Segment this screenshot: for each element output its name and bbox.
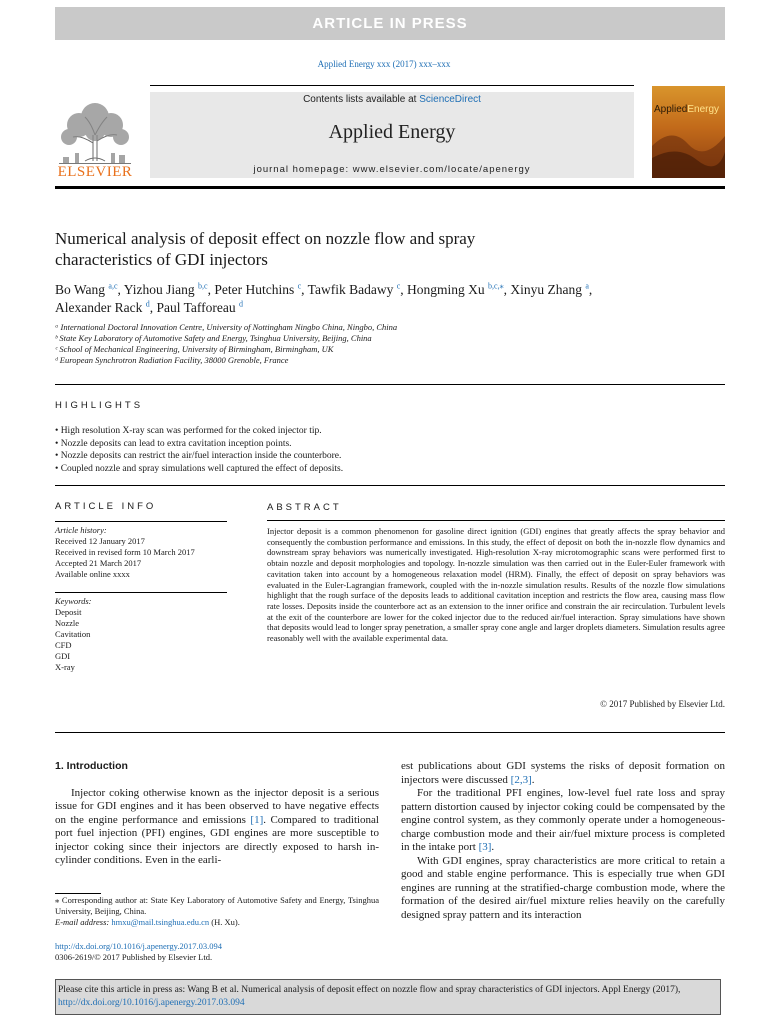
highlights-top-rule xyxy=(55,384,725,385)
highlight-item: • Nozzle deposits can restrict the air/fuel interaction inside the counterbore. xyxy=(55,451,342,461)
doi-block xyxy=(55,941,379,963)
reference-link[interactable]: [3] xyxy=(478,841,492,853)
corresponding-author-footnote xyxy=(55,895,379,928)
abstract-rule xyxy=(267,520,725,521)
article-in-press-banner: ARTICLE IN PRESS xyxy=(55,7,725,40)
sciencedirect-link[interactable]: ScienceDirect xyxy=(419,94,481,105)
history-line: Received 12 January 2017 xyxy=(55,536,145,546)
author-sep: , xyxy=(149,300,157,315)
highlight-item: • High resolution X-ray scan was performed for the coked injector tip. xyxy=(55,426,322,436)
author-sep: , xyxy=(503,282,511,297)
highlights-heading: HIGHLIGHTS xyxy=(55,400,144,411)
author-sep: , xyxy=(400,282,408,297)
highlights-bottom-rule xyxy=(55,485,725,486)
keywords xyxy=(55,596,227,673)
footnote-corresponding: ⁎ Corresponding author at: State Key Laboratory of Automotive Safety and Energy, Tsinghua University, Beijing, China. xyxy=(55,895,379,916)
author-name[interactable]: Peter Hutchins xyxy=(214,282,295,297)
doi-link[interactable]: http://dx.doi.org/10.1016/j.apenergy.2017.03.094 xyxy=(55,941,222,951)
footnote-email-line xyxy=(55,917,379,928)
article-info-heading: ARTICLE INFO xyxy=(55,501,157,512)
author-affiliation-sup[interactable]: d xyxy=(239,299,243,309)
history-line: Accepted 21 March 2017 xyxy=(55,558,142,568)
author-affiliation-sup[interactable]: c xyxy=(297,281,302,291)
keywords-rule xyxy=(55,592,227,593)
highlights-list xyxy=(55,425,695,475)
author-name[interactable]: Xinyu Zhang xyxy=(510,282,582,297)
cover-title-b: Energy xyxy=(687,104,720,115)
keyword-item: Deposit xyxy=(55,607,82,617)
reference-link[interactable]: [1] xyxy=(250,813,264,826)
contents-line xyxy=(150,94,634,105)
cite-this-article-box xyxy=(55,979,721,1015)
section-heading-introduction: 1. Introduction xyxy=(55,760,128,772)
keyword-item: CFD xyxy=(55,640,72,650)
keyword-item: X-ray xyxy=(55,662,75,672)
affiliation-d: ᵈ European Synchrotron Radiation Facility, 38000 Grenoble, France xyxy=(55,355,289,365)
header-top-rule xyxy=(150,85,634,86)
author-sep: , xyxy=(301,282,308,297)
journal-cover-image xyxy=(652,86,725,178)
article-title xyxy=(55,228,655,270)
keywords-label: Keywords: xyxy=(55,596,92,606)
text-run: For the traditional PFI engines, low-level fuel rate loss and spray pattern distortion caused by injector coking could be compensated by the engine control system, as they commonly operate under a homogeneous-charge combustion mode and their air/fuel mixture process is completed in the intake port xyxy=(401,787,725,853)
reference-link[interactable]: [2,3] xyxy=(510,773,532,786)
article-info-rule xyxy=(55,521,227,522)
body-column-right xyxy=(401,760,725,922)
abstract-heading: ABSTRACT xyxy=(267,502,342,513)
cover-title-a: Applied xyxy=(654,104,688,115)
article-history-label: Article history: xyxy=(55,525,107,535)
text-run: . xyxy=(491,841,495,853)
intro-paragraph-3: With GDI engines, spray characteristics are more critical to retain a good and stable engine performance. This is especially true when GDI engines are running at the stratified-charge combustion mode, where the formation of the desired air/fuel mixture relies heavily on the carefully designed spray pattern and its interaction xyxy=(401,854,725,921)
body-column-left xyxy=(55,760,379,868)
email-suffix: (H. Xu). xyxy=(209,917,240,927)
history-line: Received in revised form 10 March 2017 xyxy=(55,547,195,557)
author-affiliation-sup[interactable]: d xyxy=(145,299,150,309)
author-name[interactable]: Paul Tafforeau xyxy=(156,300,236,315)
highlight-item: • Nozzle deposits can lead to extra cavitation inception points. xyxy=(55,438,292,449)
author-sep: , xyxy=(207,282,215,297)
text-run: Injector coking otherwise known as the injector deposit is a serious issue for GDI engines and it has been observed to have negative effects on the engine performance and emissions xyxy=(55,786,379,826)
affiliation-c: ᶜ School of Mechanical Engineering, University of Birmingham, Birmingham, UK xyxy=(55,344,334,354)
keyword-item: Cavitation xyxy=(55,629,91,639)
author-name[interactable]: Alexander Rack xyxy=(55,300,143,315)
elsevier-wordmark: ELSEVIER xyxy=(57,164,133,180)
author-affiliation-sup[interactable]: b,c,⁎ xyxy=(488,281,504,291)
author-name[interactable]: Hongming Xu xyxy=(407,282,485,297)
email-label: E-mail address: xyxy=(55,917,112,927)
author-affiliation-sup[interactable]: a,c xyxy=(108,281,118,291)
intro-paragraph-continued xyxy=(401,760,725,787)
intro-paragraph-2 xyxy=(401,787,725,855)
keyword-item: GDI xyxy=(55,651,71,661)
title-line-1: Numerical analysis of deposit effect on nozzle flow and spray xyxy=(55,229,476,248)
issn-line: 0306-2619/© 2017 Published by Elsevier Ltd. xyxy=(55,952,213,962)
email-link[interactable]: hmxu@mail.tsinghua.edu.cn xyxy=(111,917,210,927)
affiliations xyxy=(55,322,655,366)
journal-homepage[interactable]: journal homepage: www.elsevier.com/locate/apenergy xyxy=(253,164,531,175)
journal-citation-top[interactable]: Applied Energy xxx (2017) xxx–xxx xyxy=(317,59,451,69)
author-name[interactable]: Bo Wang xyxy=(55,282,106,297)
text-run: . Compared to traditional port fuel injection (PFI) engines, GDI engines are more susceptible to injector coking since their injectors are directly exposed to harsh in-cylinder conditions. Even in the earli- xyxy=(55,813,379,866)
journal-header-box xyxy=(150,92,634,178)
author-affiliation-sup[interactable]: c xyxy=(396,281,401,291)
contents-prefix: Contents lists available at xyxy=(303,94,420,105)
author-affiliation-sup[interactable]: b,c xyxy=(198,281,208,291)
author-name[interactable]: Tawfik Badawy xyxy=(307,282,394,297)
affiliation-b: ᵇ State Key Laboratory of Automotive Safety and Energy, Tsinghua University, Beijing, China xyxy=(55,333,372,343)
affiliation-a: ᵃ International Doctoral Innovation Centre, University of Nottingham Ningbo China, Ningbo, China xyxy=(55,322,398,332)
abstract-text: Injector deposit is a common phenomenon for gasoline direct ignition (GDI) engines that greatly affects the spray behavior and consequently the combustion performance and emissions. In this study, the effect of deposit on both the in-nozzle flow dynamics and downstream spray behaviors was numerically investigated. High-resolution X-ray microtomographic scans were performed first to obtain nozzle and deposit morphologies and topology. In-nozzle simulation was then carried out in the Euler-Euler framework with cavitation taken into account by a homogeneous relaxation model (HRM). Finally, the effect of deposit on spray behaviors was evaluated in the Euler-Lagrangian framework, coupled with the in-nozzle simulation results. Results of the nozzle flow simulations highlight that the rough surface of the deposits leads to additional cavitation inception and restricts the flow area, causing mass flow rate losses. Deposits inside the counterbore act as an extension to the inner orifice and constrain the air recirculation. Turbulent levels at the exit of the counterbore are lower for the coked injector due to the reduced air/fuel interaction. Spray simulations have shown that deposits would lead to longer spray penetration, a smaller spray cone angle and larger droplets diameters. Simulation results agree reasonably well with the available experimental data. xyxy=(267,526,725,644)
highlight-item: • Coupled nozzle and spray simulations well captured the effect of deposits. xyxy=(55,463,344,474)
history-line: Available online xxxx xyxy=(55,569,130,579)
text-run: est publications about GDI systems the risks of deposit formation on injectors were discussed xyxy=(401,760,725,786)
author-sep: , xyxy=(588,282,593,297)
footnote-rule xyxy=(55,893,101,894)
cover-art xyxy=(652,86,725,178)
cite-doi-link[interactable]: http://dx.doi.org/10.1016/j.apenergy.2017.03.094 xyxy=(58,998,245,1008)
text-run: . xyxy=(531,773,535,786)
body-top-rule xyxy=(55,732,725,733)
author-sep: , xyxy=(117,282,124,297)
keyword-item: Nozzle xyxy=(55,618,80,628)
copyright-line: © 2017 Published by Elsevier Ltd. xyxy=(600,699,725,709)
title-line-2: characteristics of GDI injectors xyxy=(55,250,268,269)
author-affiliation-sup[interactable]: a xyxy=(585,281,589,291)
header-bottom-rule xyxy=(55,186,725,189)
intro-paragraph-1 xyxy=(55,787,379,868)
author-list xyxy=(55,281,695,317)
article-history xyxy=(55,525,227,580)
author-name[interactable]: Yizhou Jiang xyxy=(123,282,195,297)
cite-text: Please cite this article in press as: Wang B et al. Numerical analysis of deposit effect on nozzle flow and spray characteristics of GDI injectors. Appl Energy (2017), xyxy=(58,985,681,995)
journal-title: Applied Energy xyxy=(328,121,456,143)
